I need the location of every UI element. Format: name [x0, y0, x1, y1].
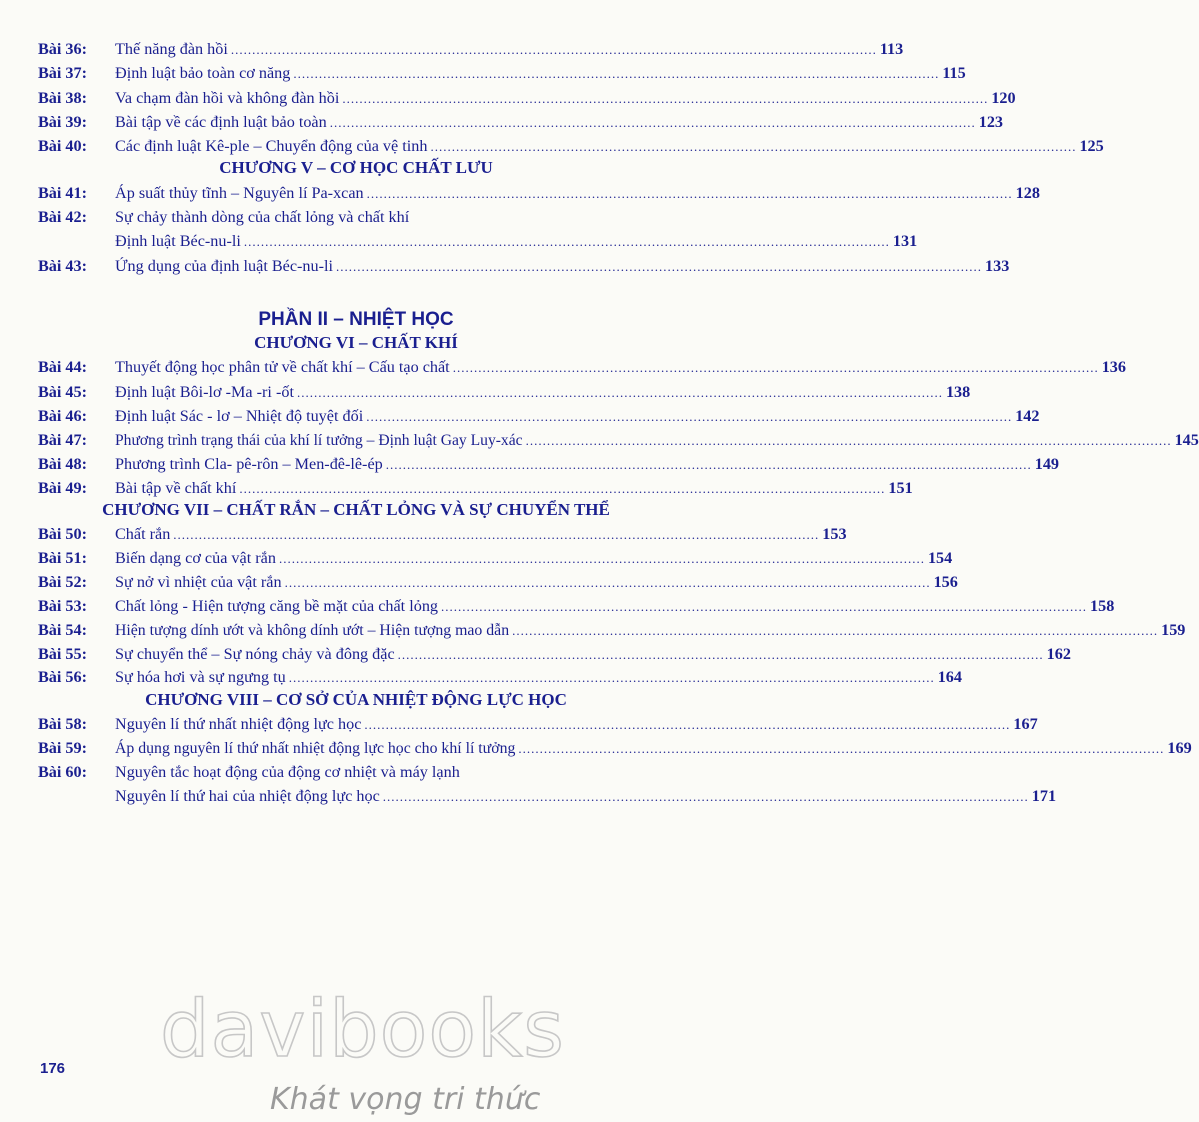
lesson-title: Sự chảy thành dòng của chất lỏng và chất khí — [115, 208, 410, 226]
lesson-number: Bài 46: — [38, 407, 88, 425]
lesson-number: Bài 55: — [38, 645, 88, 663]
lesson-number: Bài 48: — [38, 455, 88, 473]
lesson-page: 131 — [892, 232, 918, 250]
lesson-number: Bài 45: — [38, 383, 88, 401]
lesson-title: Chất lỏng - Hiện tượng căng bề mặt của chất lỏng — [115, 597, 439, 615]
watermark-tagline: Khát vọng tri thức — [270, 1082, 541, 1117]
chapter-heading: CHƯƠNG VI – CHẤT KHÍ — [254, 333, 458, 352]
lesson-title: Va chạm đàn hồi và không đàn hồi — [115, 89, 340, 107]
toc-entry: Bài 55: Sự chuyển thể – Sự nóng chảy và đông đặc ........................................................................................................................................................ 162 — [38, 645, 1071, 663]
lesson-page: 136 — [1101, 358, 1126, 376]
toc-entry — [38, 761, 692, 783]
lesson-page: 115 — [942, 64, 966, 82]
toc-entry: Bài 50: Chất rắn ........................................................................................................................................................ 153 — [38, 525, 847, 543]
toc-entry: Bài 38: Va chạm đàn hồi và không đàn hồi ........................................................................................................................................................ 120 — [38, 89, 1016, 107]
lesson-page: 125 — [1079, 137, 1104, 155]
toc-entry: Bài 49: Bài tập về chất khí ........................................................................................................................................................ 151 — [38, 479, 913, 497]
toc-entry: Bài 48: Phương trình Cla- pê-rôn – Men-đê-lê-ép ........................................................................................................................................................ 149 — [38, 455, 1059, 473]
toc-entry: Bài 56: Sự hóa hơi và sự ngưng tụ ........................................................................................................................................................ 164 — [38, 668, 962, 686]
toc-entry: Bài 45: Định luật Bôi-lơ -Ma -ri -ốt ........................................................................................................................................................ 138 — [38, 383, 971, 401]
lesson-number: Bài 58: — [38, 715, 88, 733]
toc-entry: Bài 47: Phương trình trạng thái của khí lí tưởng – Định luật Gay Luy-xác ........................................................................................................................................................ 145 — [38, 429, 692, 451]
lesson-title: Nguyên lí thứ nhất nhiệt động lực học — [115, 715, 362, 733]
lesson-page: 167 — [1013, 715, 1038, 733]
lesson-number: Bài 59: — [38, 739, 88, 757]
lesson-number: Bài 37: — [38, 64, 88, 82]
lesson-number: Bài 56: — [38, 668, 88, 686]
lesson-page: 145 — [1174, 431, 1199, 449]
lesson-title: Phương trình trạng thái của khí lí tưởng – Định luật Gay Luy-xác — [115, 432, 523, 449]
watermark-logo: davibooks — [160, 985, 565, 1075]
lesson-title: Hiện tượng dính ướt và không dính ướt – Hiện tượng mao dẫn — [115, 622, 510, 639]
lesson-title: Phương trình Cla- pê-rôn – Men-đê-lê-ép — [115, 455, 383, 473]
lesson-title: Thế năng đàn hồi — [115, 40, 228, 58]
chapter-heading: CHƯƠNG V – CƠ HỌC CHẤT LƯU — [219, 158, 493, 177]
toc-entry: Bài 36: Thế năng đàn hồi ........................................................................................................................................................ 113 — [38, 40, 904, 58]
lesson-title: Ứng dụng của định luật Béc-nu-li — [115, 257, 334, 275]
lesson-title: Sự chuyển thể – Sự nóng chảy và đông đặc — [115, 645, 395, 663]
lesson-number: Bài 39: — [38, 113, 88, 131]
lesson-title: Định luật bảo toàn cơ năng — [115, 64, 291, 82]
lesson-page: 151 — [888, 479, 913, 497]
lesson-page: 154 — [927, 549, 953, 567]
lesson-page: 162 — [1046, 645, 1071, 663]
page-number: 176 — [40, 1060, 66, 1077]
toc-entry: Bài 43: Ứng dụng của định luật Béc-nu-li ........................................................................................................................................................ 133 — [38, 257, 1010, 275]
lesson-number: Bài 52: — [38, 573, 88, 591]
toc-entry: Bài 40: Các định luật Kê-ple – Chuyển động của vệ tinh ........................................................................................................................................................ 125 — [38, 137, 1104, 155]
lesson-number: Bài 43: — [38, 257, 88, 275]
lesson-title: Định luật Bôi-lơ -Ma -ri -ốt — [115, 383, 294, 401]
lesson-page: 123 — [978, 113, 1003, 131]
lesson-number: Bài 54: — [38, 621, 88, 639]
toc-entry: Nguyên lí thứ hai của nhiệt động lực học ........................................................................................................................................................ 171 — [115, 787, 1057, 805]
toc-entry: Bài 53: Chất lỏng - Hiện tượng căng bề mặt của chất lỏng ........................................................................................................................................................ 158 — [38, 597, 1115, 615]
lesson-title: Định luật Béc-nu-li — [115, 232, 241, 250]
lesson-title: Nguyên lí thứ hai của nhiệt động lực học — [115, 787, 380, 805]
lesson-page: 158 — [1090, 597, 1115, 615]
lesson-title: Bài tập về các định luật bảo toàn — [115, 113, 327, 131]
lesson-page: 171 — [1031, 787, 1057, 805]
lesson-number: Bài 49: — [38, 479, 88, 497]
toc-entry: Bài 41: Áp suất thủy tĩnh – Nguyên lí Pa-xcan ........................................................................................................................................................ 128 — [38, 184, 1040, 202]
lesson-page: 156 — [933, 573, 958, 591]
lesson-page: 120 — [991, 89, 1016, 107]
lesson-title: Sự hóa hơi và sự ngưng tụ — [115, 668, 286, 686]
lesson-title: Áp suất thủy tĩnh – Nguyên lí Pa-xcan — [115, 184, 364, 202]
lesson-page: 138 — [945, 383, 971, 401]
toc-entry: Bài 46: Định luật Sác - lơ – Nhiệt độ tuyệt đối ........................................................................................................................................................ 142 — [38, 407, 1040, 425]
lesson-number: Bài 60: — [38, 763, 88, 781]
toc-entry: Bài 58: Nguyên lí thứ nhất nhiệt động lực học ........................................................................................................................................................ 167 — [38, 715, 1038, 733]
lesson-page: 113 — [879, 40, 904, 58]
chapter-heading: CHƯƠNG VIII – CƠ SỞ CỦA NHIỆT ĐỘNG LỰC HỌC — [145, 690, 567, 709]
toc-entry: Định luật Béc-nu-li ........................................................................................................................................................ 131 — [115, 232, 918, 250]
lesson-title: Áp dụng nguyên lí thứ nhất nhiệt động lực học cho khí lí tưởng — [115, 740, 516, 757]
lesson-page: 159 — [1161, 621, 1186, 639]
lesson-number: Bài 44: — [38, 358, 88, 376]
lesson-page: 169 — [1167, 739, 1192, 757]
lesson-number: Bài 53: — [38, 597, 88, 615]
lesson-number: Bài 47: — [38, 431, 88, 449]
lesson-number: Bài 51: — [38, 549, 88, 567]
lesson-page: 149 — [1034, 455, 1059, 473]
lesson-page: 142 — [1015, 407, 1040, 425]
toc-entry: Bài 54: Hiện tượng dính ướt và không dính ướt – Hiện tượng mao dẫn ........................................................................................................................................................ 159 — [38, 619, 692, 641]
lesson-title: Chất rắn — [115, 525, 171, 543]
lesson-page: 164 — [937, 668, 962, 686]
lesson-number: Bài 42: — [38, 208, 88, 226]
lesson-number: Bài 38: — [38, 89, 88, 107]
lesson-number: Bài 41: — [38, 184, 88, 202]
toc-entry: Bài 39: Bài tập về các định luật bảo toàn ........................................................................................................................................................ 123 — [38, 113, 1003, 131]
lesson-title: Bài tập về chất khí — [115, 479, 237, 497]
lesson-title: Các định luật Kê-ple – Chuyển động của vệ tinh — [115, 137, 428, 155]
lesson-number: Bài 40: — [38, 137, 88, 155]
lesson-title: Thuyết động học phân tử về chất khí – Cấu tạo chất — [115, 358, 450, 376]
toc-entry: Bài 59: Áp dụng nguyên lí thứ nhất nhiệt động lực học cho khí lí tưởng ........................................................................................................................................................ 169 — [38, 737, 692, 759]
toc-entry: Bài 44: Thuyết động học phân tử về chất khí – Cấu tạo chất ........................................................................................................................................................ 136 — [38, 358, 1126, 376]
lesson-title: Định luật Sác - lơ – Nhiệt độ tuyệt đối — [115, 407, 364, 425]
lesson-number: Bài 36: — [38, 40, 88, 58]
lesson-title: Nguyên tắc hoạt động của động cơ nhiệt và máy lạnh — [115, 763, 460, 781]
chapter-heading: CHƯƠNG VII – CHẤT RẮN – CHẤT LỎNG VÀ SỰ CHUYỂN THỂ — [102, 500, 610, 519]
lesson-page: 133 — [985, 257, 1010, 275]
toc-entry: Bài 52: Sự nở vì nhiệt của vật rắn ........................................................................................................................................................ 156 — [38, 573, 958, 591]
lesson-title: Biến dạng cơ của vật rắn — [115, 549, 276, 567]
toc-entry — [38, 206, 692, 228]
toc-entry: Bài 37: Định luật bảo toàn cơ năng ........................................................................................................................................................ 115 — [38, 64, 966, 82]
lesson-number: Bài 50: — [38, 525, 88, 543]
lesson-page: 128 — [1015, 184, 1040, 202]
lesson-title: Sự nở vì nhiệt của vật rắn — [115, 573, 282, 591]
part-heading: PHẦN II – NHIỆT HỌC — [258, 309, 454, 330]
toc-entry: Bài 51: Biến dạng cơ của vật rắn ........................................................................................................................................................ 154 — [38, 549, 953, 567]
lesson-page: 153 — [822, 525, 847, 543]
